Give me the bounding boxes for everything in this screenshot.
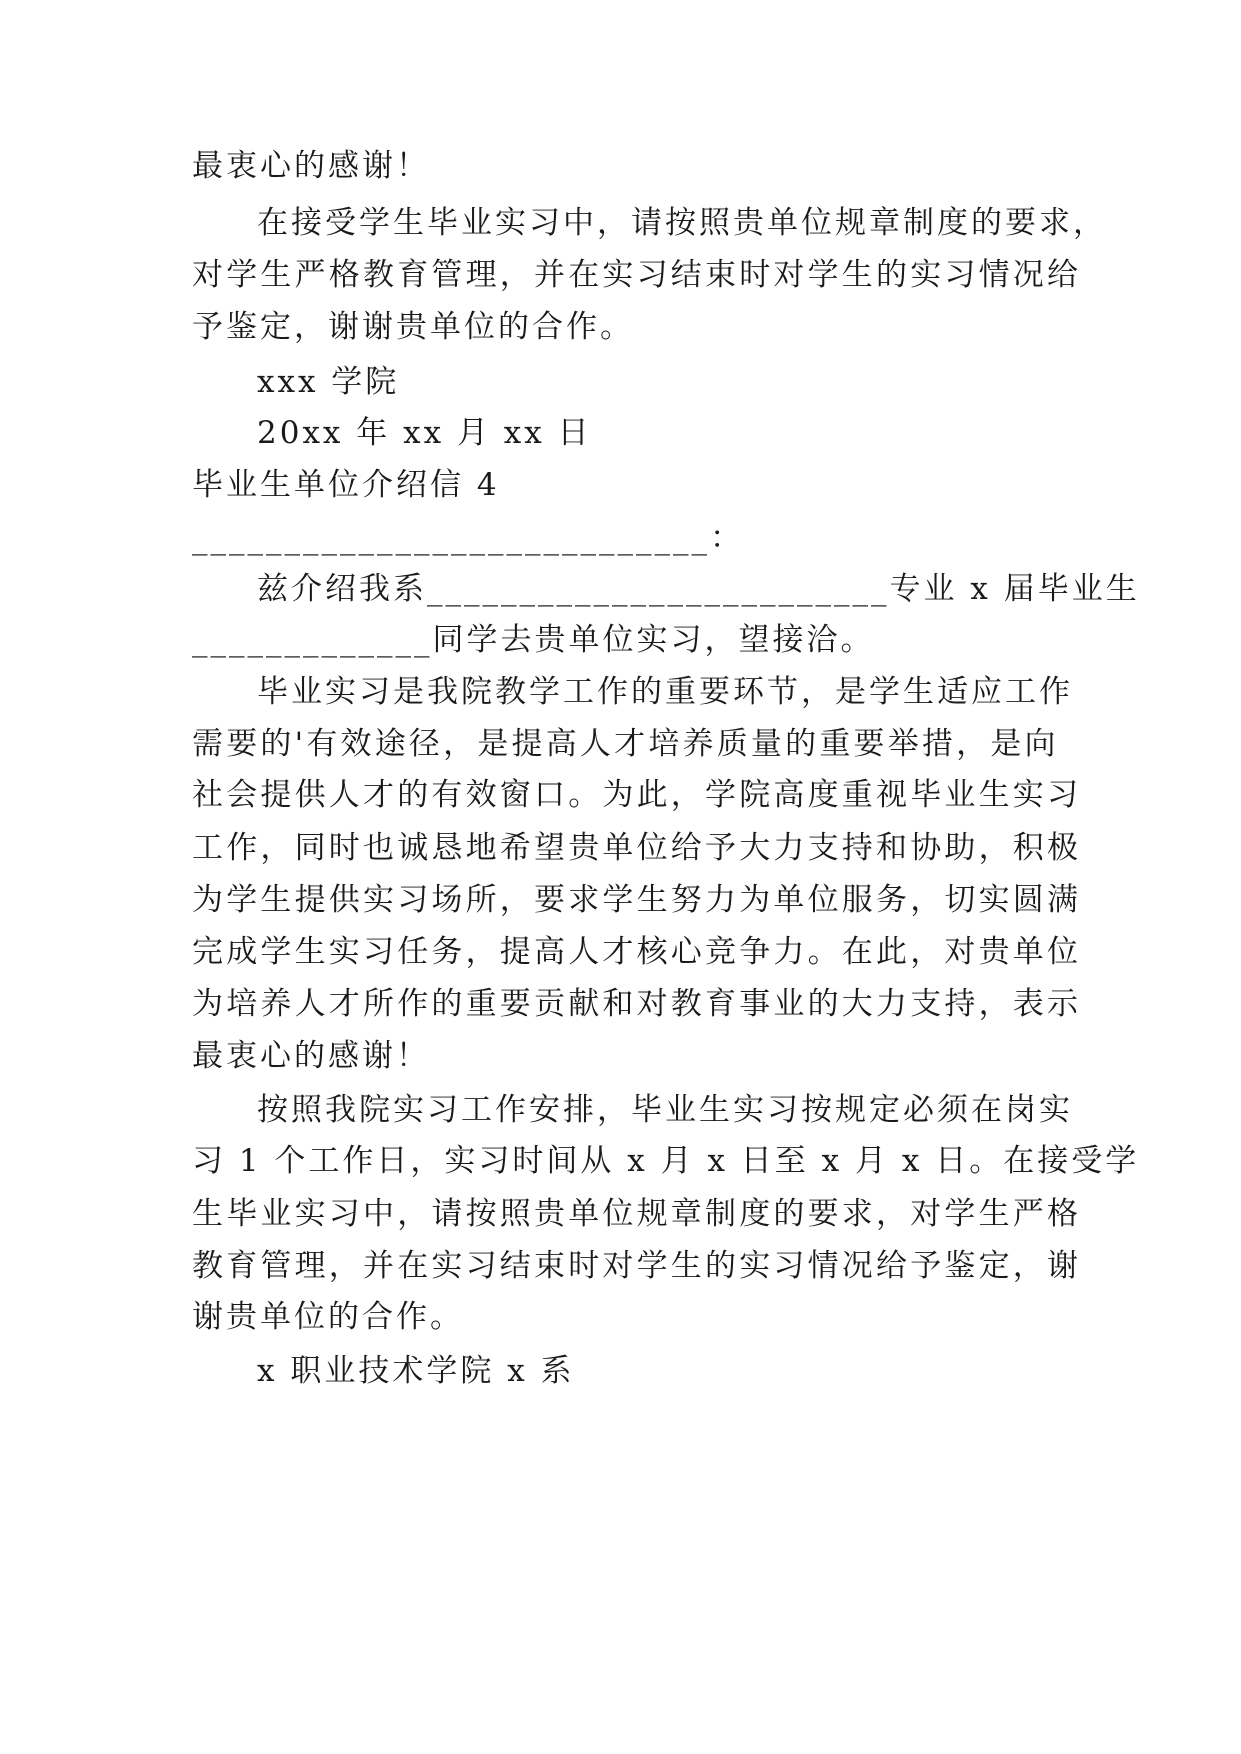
text-line: 社会提供人才的有效窗口。为此，学院高度重视毕业生实习 bbox=[192, 777, 1082, 813]
text-line: 对学生严格教育管理，并在实习结束时对学生的实习情况给 bbox=[192, 257, 1082, 293]
section-heading: 毕业生单位介绍信 4 bbox=[192, 467, 500, 503]
text-line: 毕业实习是我院教学工作的重要环节，是学生适应工作 bbox=[257, 674, 1073, 710]
signature-institution: xxx 学院 bbox=[257, 364, 400, 400]
signature-institution: x 职业技术学院 x 系 bbox=[257, 1353, 575, 1389]
salutation-blank: ____________________________： bbox=[192, 520, 744, 556]
text-line: 为学生提供实习场所，要求学生努力为单位服务，切实圆满 bbox=[192, 882, 1082, 918]
text-line: 完成学生实习任务，提高人才核心竞争力。在此，对贵单位 bbox=[192, 934, 1082, 970]
text-line: 兹介绍我系_________________________专业 x 届毕业生 bbox=[257, 571, 1140, 607]
text-line: 在接受学生毕业实习中，请按照贵单位规章制度的要求， bbox=[257, 205, 1107, 241]
text-line: _____________同学去贵单位实习，望接洽。 bbox=[192, 622, 875, 658]
text-line: 需要的'有效途径，是提高人才培养质量的重要举措，是向 bbox=[192, 726, 1059, 762]
text-line: 予鉴定，谢谢贵单位的合作。 bbox=[192, 309, 634, 345]
text-line: 工作，同时也诚恳地希望贵单位给予大力支持和协助，积极 bbox=[192, 830, 1082, 866]
text-line: 最衷心的感谢！ bbox=[192, 1038, 430, 1074]
text-line: 谢贵单位的合作。 bbox=[192, 1299, 464, 1335]
text-line: 为培养人才所作的重要贡献和对教育事业的大力支持，表示 bbox=[192, 986, 1082, 1022]
text-line: 教育管理，并在实习结束时对学生的实习情况给予鉴定，谢 bbox=[192, 1248, 1082, 1284]
text-line: 按照我院实习工作安排，毕业生实习按规定必须在岗实 bbox=[257, 1092, 1073, 1128]
signature-date: 20xx 年 xx 月 xx 日 bbox=[257, 415, 592, 451]
text-line: 习 1 个工作日，实习时间从 x 月 x 日至 x 月 x 日。在接受学 bbox=[192, 1143, 1140, 1179]
text-line: 生毕业实习中，请按照贵单位规章制度的要求，对学生严格 bbox=[192, 1196, 1082, 1232]
text-line: 最衷心的感谢！ bbox=[192, 148, 430, 184]
